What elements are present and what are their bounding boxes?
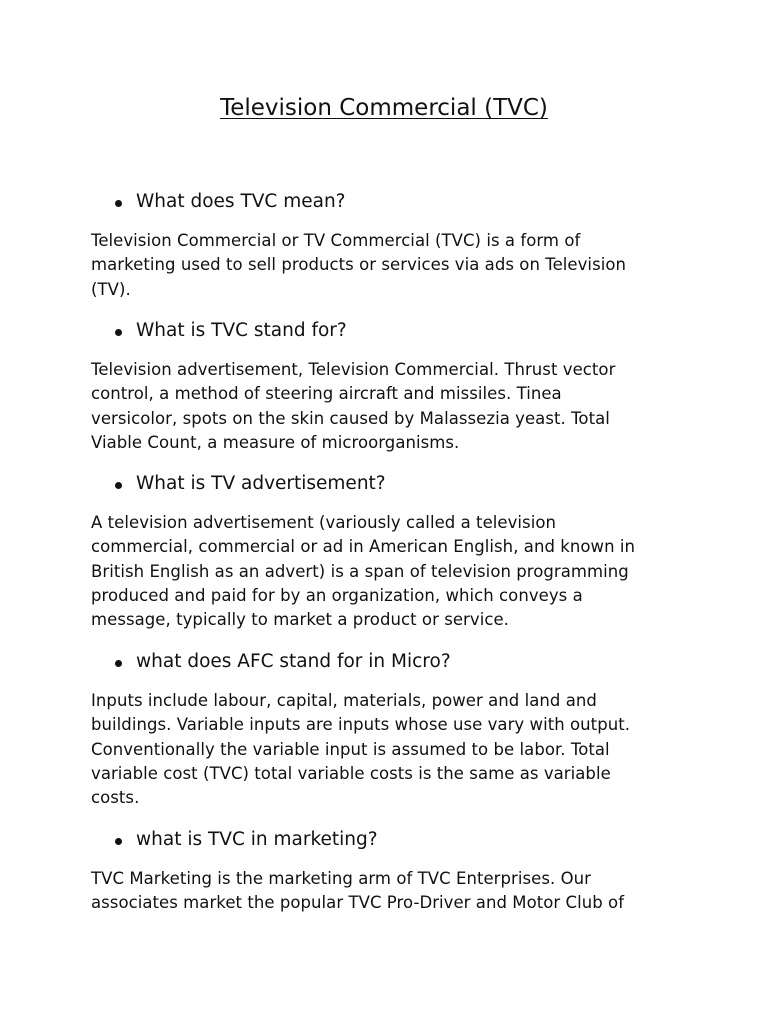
- answer-line: buildings. Variable inputs are inputs whose use vary with output.: [91, 715, 631, 735]
- answer-line: commercial, commercial or ad in American English, and known in: [91, 537, 636, 557]
- answer-line: British English as an advert) is a span of television programming: [91, 561, 629, 581]
- answer-line: costs.: [91, 788, 140, 808]
- answer-line: Inputs include labour, capital, materials, power and land and: [91, 691, 597, 710]
- answer-paragraph: [91, 511, 691, 632]
- answer-line: associates market the popular TVC Pro-Driver and Motor Club of: [91, 893, 625, 913]
- answer-line: message, typically to market a product or service.: [91, 610, 509, 630]
- question-text: what does AFC stand for in Micro?: [136, 651, 451, 672]
- question-text: What is TV advertisement?: [136, 473, 386, 494]
- question-heading: [91, 827, 691, 853]
- answer-line: produced and paid for by an organization, which conveys a: [91, 585, 583, 605]
- qa-section-1: [91, 189, 691, 302]
- answer-paragraph: [91, 358, 691, 455]
- answer-line: Conventionally the variable input is assumed to be labor. Total: [91, 739, 610, 759]
- question-heading: [91, 189, 691, 215]
- answer-line: Viable Count, a measure of microorganisms.: [91, 432, 460, 452]
- question-heading: [91, 318, 691, 344]
- answer-line: Television advertisement, Television Commercial. Thrust vector: [91, 360, 616, 379]
- answer-paragraph: [91, 689, 691, 810]
- answer-paragraph: [91, 229, 691, 302]
- bullet-icon: [115, 329, 122, 336]
- answer-line: variable cost (TVC) total variable costs is the same as variable: [91, 763, 611, 783]
- answer-line: (TV).: [91, 279, 131, 299]
- qa-section-4: [91, 649, 691, 810]
- qa-section-3: [91, 471, 691, 632]
- document-title: Television Commercial (TVC): [220, 95, 548, 121]
- question-text: what is TVC in marketing?: [136, 829, 378, 850]
- answer-line: A television advertisement (variously called a television: [91, 513, 556, 532]
- bullet-icon: [115, 482, 122, 489]
- answer-line: control, a method of steering aircraft and missiles. Tinea: [91, 384, 562, 404]
- bullet-icon: [115, 660, 122, 667]
- question-text: What does TVC mean?: [136, 191, 346, 212]
- question-text: What is TVC stand for?: [136, 320, 347, 341]
- answer-line: Television Commercial or TV Commercial (TVC) is a form of: [91, 231, 581, 250]
- qa-section-2: [91, 318, 691, 455]
- answer-paragraph: [91, 867, 691, 916]
- answer-line: versicolor, spots on the skin caused by Malassezia yeast. Total: [91, 408, 610, 428]
- bullet-icon: [115, 838, 122, 845]
- answer-line: marketing used to sell products or services via ads on Television: [91, 255, 627, 275]
- bullet-icon: [115, 200, 122, 207]
- question-heading: [91, 649, 691, 675]
- answer-line: TVC Marketing is the marketing arm of TVC Enterprises. Our: [91, 869, 591, 888]
- qa-section-5: [91, 827, 691, 916]
- question-heading: [91, 471, 691, 497]
